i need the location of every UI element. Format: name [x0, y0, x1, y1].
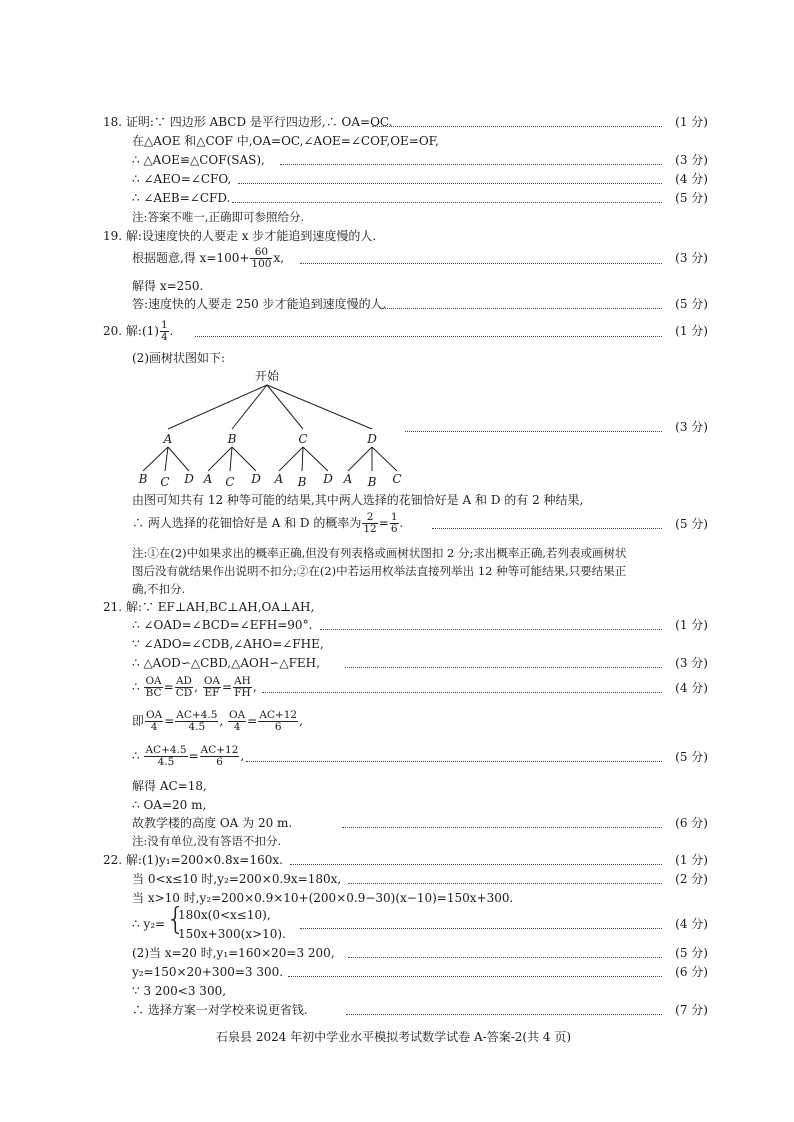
q20-line4: [132, 510, 403, 536]
q22-cases-prefix: ∴ y₂=: [132, 917, 166, 931]
numerator: OA: [146, 709, 163, 721]
denominator: 4: [233, 721, 241, 733]
q20-note-line3: 确,不扣分.: [132, 582, 186, 596]
q22-line7: ∵ 3 200<3 300,: [132, 984, 227, 998]
tree-leaf: B: [297, 475, 307, 489]
tree-leaf: D: [184, 472, 194, 486]
tree-leaf: C: [392, 472, 402, 486]
score-mark: (1 分): [675, 115, 708, 129]
q19-line1: 19. 解:设速度快的人要走 x 步才能追到速度慢的人.: [103, 229, 377, 243]
fraction: [144, 745, 187, 768]
period: .: [169, 324, 174, 338]
equals: =: [378, 516, 389, 530]
numerator: OA: [203, 675, 221, 687]
q18-note: 注:答案不唯一,正确即可参照给分.: [132, 210, 305, 224]
score-mark: (5 分): [675, 191, 708, 205]
fraction: [145, 710, 163, 733]
denominator: 6: [274, 721, 282, 733]
brace: {: [166, 902, 186, 937]
therefore: ∴: [132, 680, 144, 694]
fraction: [362, 512, 377, 535]
score-mark: (2 分): [675, 872, 708, 886]
denominator: EF: [204, 687, 220, 699]
q18-line3: ∴ △AOE≌△COF(SAS),: [132, 153, 265, 167]
tree-leaf: A: [274, 472, 284, 486]
tree-leaf: C: [225, 475, 235, 489]
numerator: AH: [234, 675, 251, 687]
leader-dots: [232, 202, 662, 203]
tree-edges-level2: [143, 447, 397, 471]
q20-line2: (2)画树状图如下:: [132, 351, 226, 365]
q22-case1: 180x(0<x≤10),: [178, 908, 271, 922]
q20-line3: 由图可知共有 12 种等可能的结果,其中两人选择的花钿恰好是 A 和 D 的有 2 种结果,: [132, 493, 584, 507]
tree-edges-level1: [168, 385, 372, 429]
leader-dots: [348, 957, 662, 958]
q21-line6: [132, 707, 303, 735]
tree-leaf: C: [160, 475, 170, 489]
numerator: 1: [160, 319, 168, 331]
numerator: AD: [175, 675, 192, 687]
denominator: 4.5: [157, 756, 175, 768]
q20-note-line1: 注:①在(2)中如果求出的概率正确,但没有列表格或画树状图扣 2 分;求出概率正确,若列表或画树状: [132, 546, 627, 560]
score-mark: (3 分): [675, 153, 708, 167]
score-mark: (4 分): [675, 172, 708, 186]
tree-leaf: B: [138, 472, 148, 486]
fraction: [390, 512, 399, 535]
score-mark: (1 分): [675, 853, 708, 867]
score-mark: (5 分): [675, 946, 708, 960]
q21-line7: [132, 742, 244, 770]
denominator: CD: [175, 687, 193, 699]
comma: ,: [219, 714, 228, 728]
score-mark: (1 分): [675, 324, 708, 338]
leader-dots: [320, 629, 662, 630]
denominator: 6: [390, 523, 398, 535]
denominator: FH: [234, 687, 251, 699]
fraction: [250, 247, 272, 270]
leader-dots: [405, 431, 662, 432]
tree-leaf: D: [323, 472, 333, 486]
numerator: 2: [362, 512, 377, 524]
q21-line3: ∵ ∠ADO=∠CDB,∠AHO=∠FHE,: [132, 637, 324, 651]
period: .: [399, 516, 404, 530]
numerator: AC+12: [200, 744, 239, 756]
q18-line4: ∴ ∠AEO=∠CFO,: [132, 172, 232, 186]
score-mark: (5 分): [675, 750, 708, 764]
numerator: AC+4.5: [145, 744, 187, 756]
q22-case2: 150x+300(x>10).: [178, 927, 286, 941]
q19-line4: 答:速度快的人要走 250 步才能追到速度慢的人.: [132, 297, 387, 311]
leader-dots: [288, 976, 662, 977]
tree-leaf: D: [251, 472, 261, 486]
tree-node-D: D: [367, 432, 377, 446]
q22-line1: 22. 解:(1)y₁=200×0.8x=160x.: [103, 853, 283, 867]
comma: ,: [252, 680, 257, 694]
q20-note-line2: 图后没有就结果作出说明不扣分;②在(2)中若运用枚举法直接列举出 12 种等可能结果,只要结果正: [132, 564, 627, 578]
fraction: [175, 710, 218, 733]
denominator: 6: [216, 756, 223, 768]
numerator: 60: [250, 247, 272, 259]
q19-equation-right: x,: [273, 251, 285, 265]
q20-line1: [103, 318, 173, 344]
leader-dots: [300, 263, 662, 264]
tree-leaf: A: [203, 472, 213, 486]
q22-line8: ∴ 选择方案一对学校来说更省钱.: [132, 1003, 308, 1017]
q20-probability-text: ∴ 两人选择的花钿恰好是 A 和 D 的概率为: [132, 516, 362, 530]
numerator: OA: [145, 675, 162, 687]
score-mark: (4 分): [675, 681, 708, 695]
q21-line8: 解得 AC=18,: [132, 779, 207, 793]
q22-line2: 当 0<x≤10 时,y₂=200×0.9x=180x,: [132, 872, 342, 886]
comma: ,: [194, 680, 202, 694]
score-mark: (1 分): [675, 618, 708, 632]
leader-dots: [280, 164, 662, 165]
denominator: 4.5: [188, 721, 206, 733]
tree-node-C: C: [298, 432, 308, 446]
q21-line5: [132, 673, 257, 701]
score-mark: (4 分): [675, 917, 708, 931]
tree-node-B: B: [227, 432, 237, 446]
q18-line1: 18. 证明:∵ 四边形 ABCD 是平行四边形,∴ OA=OC.: [103, 115, 393, 129]
score-mark: (6 分): [675, 965, 708, 979]
fraction: [233, 676, 252, 699]
leader-dots: [346, 1014, 662, 1015]
numerator: AC+4.5: [176, 709, 218, 721]
tree-root: 开始: [254, 369, 280, 383]
leader-dots: [290, 864, 662, 865]
q19-equation-left: 根据题意,得 x=100+: [132, 251, 250, 265]
q22-line3: 当 x>10 时,y₂=200×0.9×10+(200×0.9−30)(x−10)=150x+300.: [132, 891, 514, 905]
q22-line5: (2)当 x=20 时,y₁=160×20=3 200,: [132, 946, 335, 960]
leader-dots: [372, 126, 662, 127]
numerator: AC+12: [259, 709, 298, 721]
tree-leaf: B: [367, 475, 377, 489]
denominator: 12: [363, 523, 377, 535]
leader-dots: [246, 761, 662, 762]
fraction: [228, 710, 246, 733]
numerator: 1: [390, 511, 398, 523]
tree-node-A: A: [163, 432, 173, 446]
leader-dots: [238, 183, 662, 184]
fraction: [258, 710, 298, 733]
q20-label: 20. 解:(1): [103, 324, 159, 338]
q21-line10: 故教学楼的高度 OA 为 20 m.: [132, 816, 293, 830]
score-mark: (5 分): [675, 297, 708, 311]
leader-dots: [300, 928, 662, 929]
therefore: ∴: [132, 749, 144, 763]
fraction: [160, 320, 169, 343]
q18-line2: 在△AOE 和△COF 中,OA=OC,∠AOE=∠COF,OE=OF,: [132, 134, 439, 148]
tree-diagram: [132, 366, 432, 491]
score-mark: (5 分): [675, 517, 708, 531]
q21-note: 注:没有单位,没有答语不扣分.: [132, 834, 282, 848]
comma: ,: [240, 749, 245, 763]
leader-dots: [432, 528, 662, 529]
q21-line2: ∴ ∠OAD=∠BCD=∠EFH=90°.: [132, 618, 313, 632]
fraction: [203, 676, 221, 699]
q19-line2: [132, 245, 284, 271]
leader-dots: [195, 336, 662, 337]
leader-dots: [382, 308, 662, 309]
equals: =: [247, 714, 258, 728]
equals: =: [163, 680, 174, 694]
score-mark: (6 分): [675, 816, 708, 830]
namely: 即: [132, 714, 145, 728]
q19-line3: 解得 x=250.: [132, 279, 204, 293]
score-mark: (3 分): [675, 251, 708, 265]
equals: =: [164, 714, 175, 728]
score-mark: (3 分): [675, 420, 708, 434]
leader-dots: [262, 692, 662, 693]
denominator: 100: [251, 258, 272, 270]
score-mark: (3 分): [675, 656, 708, 670]
equals: =: [188, 749, 199, 763]
fraction: [144, 676, 162, 699]
equals: =: [222, 680, 233, 694]
comma: ,: [299, 714, 303, 728]
numerator: OA: [229, 709, 246, 721]
score-mark: (7 分): [675, 1003, 708, 1017]
q21-line9: ∴ OA=20 m,: [132, 798, 207, 812]
q22-line6: y₂=150×20+300=3 300.: [132, 965, 284, 979]
page-footer: 石泉县 2024 年初中学业水平模拟考试数学试卷 A-答案-2(共 4 页): [216, 1030, 572, 1044]
leader-dots: [342, 827, 662, 828]
denominator: 4: [150, 721, 158, 733]
fraction: [200, 745, 240, 768]
leader-dots: [345, 667, 662, 668]
denominator: BC: [145, 687, 162, 699]
denominator: 4: [160, 331, 168, 343]
q21-line4: ∴ △AOD∽△CBD,△AOH∽△FEH,: [132, 656, 320, 670]
q18-line5: ∴ ∠AEB=∠CFD.: [132, 191, 231, 205]
leader-dots: [348, 883, 662, 884]
tree-leaf: A: [343, 472, 353, 486]
q21-line1: 21. 解:∵ EF⊥AH,BC⊥AH,OA⊥AH,: [103, 600, 315, 614]
fraction: [175, 676, 193, 699]
